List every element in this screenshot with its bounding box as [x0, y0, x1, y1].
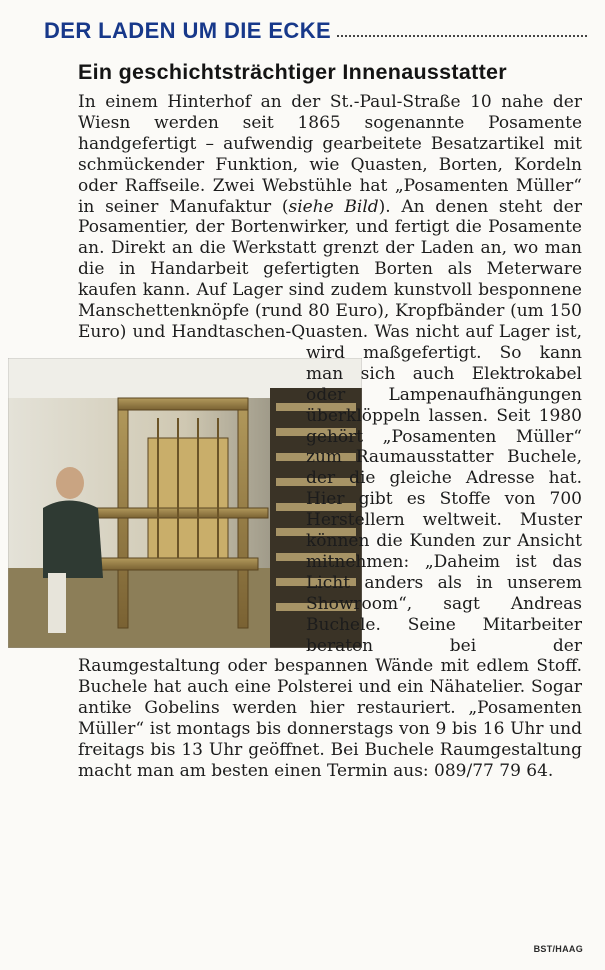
article-body: [78, 92, 582, 782]
photo-wrap-spacer: [0, 358, 300, 648]
body-text-part1: In einem Hinterhof an der St.-Paul-Straße 10 nahe der Wiesn werden seit 1865 sogenannte Posamente handgefertigt – aufwendig gearbeitete Besatzartikel mit schmückender Funktion, wie Quasten, Borten, Kordeln oder Raffseile. Zwei Webstühle hat „Posamenten Müller“ in seiner Manufaktur (: [78, 92, 582, 217]
rubric-dotted-rule: [337, 35, 587, 37]
article-headline: Ein geschichtsträchtiger Innenausstatter: [78, 60, 507, 84]
body-text-italic: siehe Bild: [288, 196, 379, 217]
body-text-part3: Was nicht auf Lager ist, wird maßgefertigt. So kann man sich auch Elektrokabel oder Lampenaufhängungen überklöppeln lassen. Seit 1980 gehört „Posamenten Müller“ zum Raumausstatter Buchele, der die gleiche Adresse hat. Hier gibt es Stoffe von 700 Herstellern weltweit. Muster können die Kunden zur Ansicht mitnehmen: „Daheim ist das Licht anders als in unserem Showroom“, sagt Andreas Buchele. Seine Mitarbeiter beraten bei der Raumgestaltung oder bespannen Wände mit edlem Stoff. Buchele hat auch eine Polsterei und ein Nähatelier. Sogar antike Gobelins werden hier restauriert. „Posamenten Müller“ ist montags bis donnerstags von 9 bis 16 Uhr und freitags bis 13 Uhr geöffnet. Bei Buchele Raumgestaltung macht man am besten einen Termin aus: 089/77 79 64.: [78, 321, 582, 781]
photo-credit: BST/HAAG: [533, 944, 583, 954]
rubric-title: DER LADEN UM DIE ECKE: [44, 18, 332, 43]
body-text-part2: ). An denen steht der Posamentier, der Bortenwirker, und fertigt die Posamente an. Direkt an die Werkstatt grenzt der Laden an, wo man die in Handarbeit gefertigten Borten als Meterware kaufen kann. Auf Lager sind zudem kunstvoll besponnene Manschettenknöpfe (rund 80 Euro), Kropfbänder (um 150 Euro) und Handtaschen-Quasten.: [78, 196, 582, 342]
section-rubric: [44, 18, 587, 44]
